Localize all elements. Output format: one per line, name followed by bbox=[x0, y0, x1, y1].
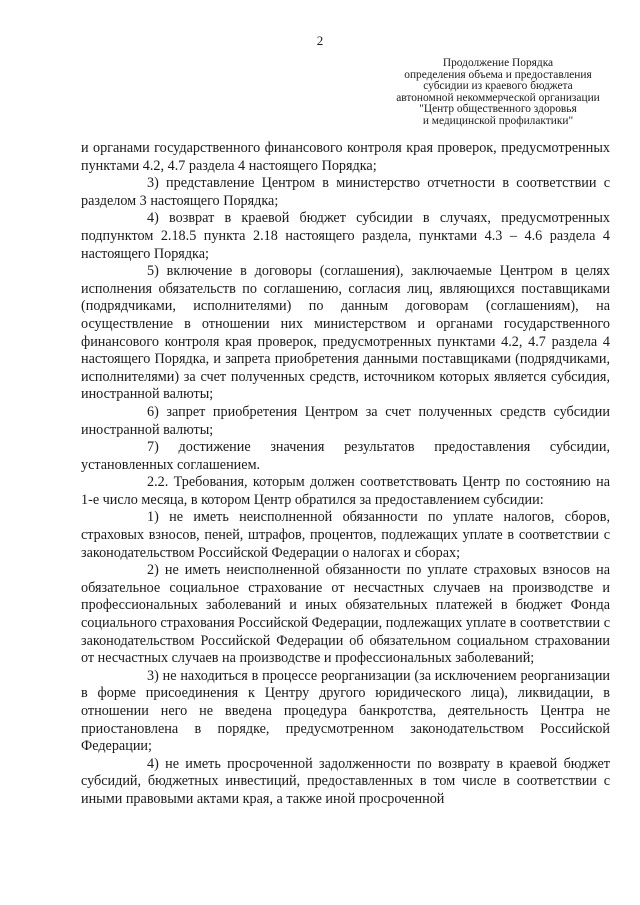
page-number: 2 bbox=[316, 33, 324, 48]
paragraph: 6) запрет приобретения Центром за счет полученных средств субсидии иностранной валюты; bbox=[81, 403, 610, 438]
document-header bbox=[378, 58, 618, 128]
header-line: "Центр общественного здоровья bbox=[419, 103, 577, 116]
header-line: субсидии из краевого бюджета bbox=[423, 80, 573, 93]
header-line: и медицинской профилактики" bbox=[422, 114, 574, 127]
paragraph: 3) представление Центром в министерство отчетности в соответствии с разделом 3 настоящего Порядка; bbox=[81, 175, 610, 209]
paragraph: 4) не иметь просроченной задолженности по возврату в краевой бюджет субсидий, бюджетных инвестиций, предоставленных в том числе в соответствии с иными правовыми актами края, а также иной просроченной bbox=[81, 755, 610, 807]
header-line: определения объема и предоставления bbox=[404, 68, 592, 81]
document-body bbox=[81, 140, 610, 809]
header-line: автономной некоммерческой организации bbox=[396, 91, 600, 104]
paragraph: 2) не иметь неисполненной обязанности по уплате страховых взносов на обязательное социальное страхование от несчастных случаев на производстве и профессиональных заболеваний и иных обязательных платежей в бюджет Фонда социального страхования Российской Федерации, подлежащих уплате в соответствии с законодательством Российской Федерации об обязательном социальном страховании от несчастных случаев на производстве и профессиональных заболеваний; bbox=[81, 562, 610, 667]
paragraph: 1) не иметь неисполненной обязанности по уплате налогов, сборов, страховых взносов, пеней, штрафов, процентов, подлежащих уплате в соответствии с законодательством Российской Федерации о налогах и сборах; bbox=[81, 509, 610, 561]
paragraph: 3) не находиться в процессе реорганизации (за исключением реорганизации в форме присоединения к Центру другого юридического лица), ликвидации, в отношении него не введена процедура банкротства, деятельность Центра не приостановлена в порядке, предусмотренном законодательством Российской Федерации; bbox=[81, 667, 610, 755]
header-line: Продолжение Порядка bbox=[442, 57, 554, 69]
paragraph: 7) достижение значения результатов предоставления субсидии, установленных соглашением. bbox=[81, 439, 610, 473]
paragraph: 4) возврат в краевой бюджет субсидии в случаях, предусмотренных подпунктом 2.18.5 пункта 2.18 настоящего раздела, пунктами 4.3 – 4.6 раздела 4 настоящего Порядка; bbox=[81, 210, 610, 262]
paragraph: и органами государственного финансового контроля края проверок, предусмотренных пунктами 4.2, 4.7 раздела 4 настоящего Порядка; bbox=[81, 140, 610, 174]
paragraph: 2.2. Требования, которым должен соответствовать Центр по состоянию на 1-е число месяца, в котором Центр обратился за предоставлением субсидии: bbox=[81, 474, 610, 508]
paragraph: 5) включение в договоры (соглашения), заключаемые Центром в целях исполнения обязательств по соглашению, согласия лиц, являющихся поставщиками (подрядчиками, исполнителями) по данным договорам (соглашениям), на осуществление в отношении них министерством и органами государственного финансового контроля края проверок, предусмотренных пунктами 4.2, 4.7 раздела 4 настоящего Порядка, и запрета приобретения данными поставщиками (подрядчиками, исполнителями) за счет полученных средств, источником которых является субсидия, иностранной валюты; bbox=[81, 263, 610, 403]
